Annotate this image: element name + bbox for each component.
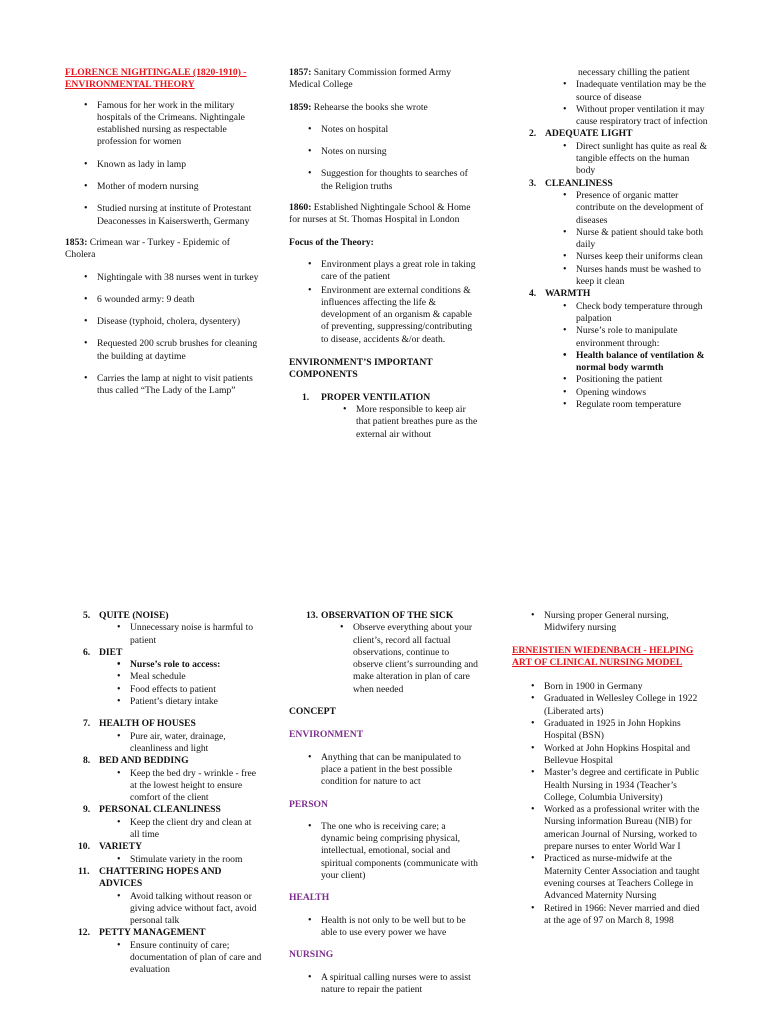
list-item: • Direct sunlight has quite as real & tangible effects on the human body xyxy=(576,141,708,178)
list-item: • Pure air, water, drainage, cleanliness and light xyxy=(130,731,262,756)
year-label: 1859: xyxy=(289,101,312,113)
list-item: • Carries the lamp at night to visit patients thus called “The Lady of the Lamp” xyxy=(97,373,261,398)
component-light xyxy=(512,128,708,140)
nursing-list xyxy=(321,972,481,997)
focus-heading: Focus of the Theory: xyxy=(289,236,374,248)
list-item: • Notes on nursing xyxy=(321,146,481,158)
paragraph-1853 xyxy=(65,237,261,262)
component-label: HEALTH OF HOUSES xyxy=(99,718,196,730)
list-item: • Suggestion for thoughts to searches of the Religion truths xyxy=(321,168,481,193)
component-warmth xyxy=(512,288,708,300)
list-item: • Known as lady in lamp xyxy=(97,159,261,171)
list-item: • Environment plays a great role in taking care of the patient xyxy=(321,259,481,284)
component-cleanliness xyxy=(512,178,708,190)
paragraph-1860 xyxy=(289,202,481,227)
wiedenbach-bio-list xyxy=(544,681,708,927)
petty-management-list xyxy=(130,940,262,977)
component-label: DIET xyxy=(99,646,123,658)
list-item: • Avoid talking without reason or giving advice without fact, avoid personal talk xyxy=(130,891,262,928)
component-diet xyxy=(66,647,262,659)
list-item: • Environment are external conditions & influences affecting the life & development of an organism & capable of preventing, suppressing/contributing to disease, accidents &/or death. xyxy=(321,285,481,346)
component-label: PERSONAL CLEANLINESS xyxy=(99,804,221,816)
column-4 xyxy=(66,610,262,977)
list-item: • Meal schedule xyxy=(130,671,262,683)
environment-list xyxy=(321,752,481,789)
column-2 xyxy=(289,67,481,441)
year-label: 1860: xyxy=(289,202,312,214)
concept-heading: CONCEPT xyxy=(289,706,336,718)
health-list xyxy=(321,915,481,940)
list-item: • Famous for her work in the military hospitals of the Crimeans. Nightingale established nursing as respectable profession for women xyxy=(97,100,261,149)
list-item: • Ensure continuity of care; documentation of plan of care and evaluation xyxy=(130,940,262,977)
list-item: • Check body temperature through palpation xyxy=(576,301,708,326)
component-houses xyxy=(66,718,262,730)
component-noise xyxy=(66,610,262,622)
list-item: • The one who is receiving care; a dynamic being comprising physical, intellectual, emotional, social and spiritual components (communicate with your client) xyxy=(321,821,481,882)
component-petty-management xyxy=(66,927,262,939)
list-item: • Born in 1900 in Germany xyxy=(544,681,708,693)
year-label: 1857: xyxy=(289,67,312,78)
list-item: • Graduated in 1925 in John Hopkins Hospital (BSN) xyxy=(544,718,708,743)
books-list xyxy=(321,124,481,193)
item-number: 11. xyxy=(78,865,90,877)
component-label: BED AND BEDDING xyxy=(99,755,189,767)
component-variety xyxy=(66,841,262,853)
list-item: • Mother of modern nursing xyxy=(97,181,261,193)
paragraph-1857 xyxy=(289,67,481,92)
list-item: • Keep the bed dry - wrinkle - free at the lowest height to ensure comfort of the client xyxy=(130,768,262,805)
list-item: • Presence of organic matter contribute on the development of diseases xyxy=(576,190,708,227)
component-label: PROPER VENTILATION xyxy=(321,391,431,403)
ventilation-list xyxy=(356,404,481,441)
list-item: • Nursing proper General nursing, Midwifery nursing xyxy=(544,610,708,635)
houses-list xyxy=(130,731,262,756)
list-item: • Stimulate variety in the room xyxy=(130,854,262,866)
component-chattering xyxy=(66,866,262,891)
list-item: • Nurse’s role to manipulate environment through: xyxy=(576,325,708,350)
wiedenbach-title: ERNEISTIEN WIEDENBACH - HELPING ART OF CLINICAL NURSING MODEL xyxy=(512,644,694,668)
environment-heading: ENVIRONMENT xyxy=(289,729,364,741)
list-item: • Positioning the patient xyxy=(576,374,708,386)
item-number: 5. xyxy=(83,610,91,621)
health-heading: HEALTH xyxy=(289,892,330,904)
item-number: 13. xyxy=(306,610,318,621)
list-item: • 6 wounded army: 9 death xyxy=(97,294,261,306)
component-label: WARMTH xyxy=(545,288,591,300)
component-label: CHATTERING HOPES AND ADVICES xyxy=(99,865,222,890)
paragraph-text: Established Nightingale School & Home for nurses at St. Thomas Hospital in London xyxy=(289,202,471,226)
list-item: • Master’s degree and certificate in Public Health Nursing in 1934 (Teacher’s College, Columbia University) xyxy=(544,767,708,804)
component-label: CLEANLINESS xyxy=(545,177,613,189)
list-item: • Food effects to patient xyxy=(130,684,262,696)
list-item: • Retired in 1966: Never married and died at the age of 97 on March 8, 1998 xyxy=(544,903,708,928)
column-3 xyxy=(512,67,708,411)
year-label: 1853: xyxy=(65,236,88,248)
item-number: 2. xyxy=(529,128,537,140)
component-label: ADEQUATE LIGHT xyxy=(545,128,633,140)
paragraph-text: Rehearse the books she wrote xyxy=(311,101,428,113)
nursing-heading: NURSING xyxy=(289,949,334,961)
cleanliness-list xyxy=(576,190,708,288)
list-item: • Health is not only to be well but to be able to use every power we have xyxy=(321,915,481,940)
paragraph-1859 xyxy=(289,102,481,114)
item-number: 3. xyxy=(529,177,537,189)
list-item: • Nurse’s role to access: xyxy=(130,659,262,671)
noise-list xyxy=(130,622,262,647)
list-item: • Keep the client dry and clean at all time xyxy=(130,817,262,842)
list-item: • Worked at John Hopkins Hospital and Bellevue Hospital xyxy=(544,743,708,768)
item-number: 8. xyxy=(83,755,91,767)
component-label: VARIETY xyxy=(99,841,143,853)
component-personal-cleanliness xyxy=(66,804,262,816)
column-1 xyxy=(65,67,261,408)
continued-text: necessary chilling the patient xyxy=(578,67,690,78)
column-6 xyxy=(512,610,708,927)
person-heading: PERSON xyxy=(289,798,328,810)
components-heading: ENVIRONMENT’S IMPORTANT COMPONENTS xyxy=(289,357,433,381)
paragraph-text: Crimean war - Turkey - Epidemic of Cholera xyxy=(65,236,230,261)
personal-cleanliness-list xyxy=(130,817,262,842)
light-list xyxy=(576,141,708,178)
component-bedding xyxy=(66,755,262,767)
list-item: • Inadequate ventilation may be the source of disease xyxy=(576,79,708,104)
list-item: • Notes on hospital xyxy=(321,124,481,136)
item-number: 1. xyxy=(302,391,310,403)
ventilation-list-cont xyxy=(576,79,708,128)
item-number: 4. xyxy=(529,288,537,300)
variety-list xyxy=(130,854,262,866)
nightingale-title: FLORENCE NIGHTINGALE (1820-1910) -ENVIRONMENTAL THEORY xyxy=(65,67,247,91)
list-item: • Patient’s dietary intake xyxy=(130,696,262,708)
component-observation xyxy=(289,610,481,622)
list-item: • Requested 200 scrub brushes for cleaning the building at daytime xyxy=(97,338,261,363)
list-item: • Regulate room temperature xyxy=(576,399,708,411)
crimean-war-list xyxy=(97,272,261,398)
list-item: • A spiritual calling nurses were to assist nature to repair the patient xyxy=(321,972,481,997)
list-item: • Unnecessary noise is harmful to patient xyxy=(130,622,262,647)
list-item: • Opening windows xyxy=(576,387,708,399)
item-number: 6. xyxy=(83,646,91,658)
list-item: • More responsible to keep air that patient breathes pure as the external air without xyxy=(356,404,481,441)
component-label: OBSERVATION OF THE SICK xyxy=(321,610,454,621)
component-ventilation xyxy=(289,392,481,404)
list-item: • Disease (typhoid, cholera, dysentery) xyxy=(97,316,261,328)
item-number: 10. xyxy=(78,841,90,853)
list-item: • Nightingale with 38 nurses went in turkey xyxy=(97,272,261,284)
component-label: PETTY MANAGEMENT xyxy=(99,927,206,939)
bedding-list xyxy=(130,768,262,805)
nursing-types-list xyxy=(544,610,708,635)
focus-list xyxy=(321,259,481,346)
list-item: • Graduated in Wellesley College in 1922 (Liberated arts) xyxy=(544,693,708,718)
person-list xyxy=(321,821,481,882)
list-item: • Practiced as nurse-midwife at the Maternity Center Association and taught evening courses at Teachers College in Advanced Maternity Nursing xyxy=(544,853,708,902)
list-item: • Nurses keep their uniforms clean xyxy=(576,251,708,263)
chattering-list xyxy=(130,891,262,928)
list-item: • Without proper ventilation it may cause respiratory tract of infection xyxy=(576,104,708,129)
list-item: • Health balance of ventilation & normal body warmth xyxy=(576,350,708,375)
component-label: QUITE (NOISE) xyxy=(99,610,169,621)
item-number: 7. xyxy=(83,718,91,730)
list-item: • Observe everything about your client’s, record all factual observations, continue to observe client’s surrounding and make alteration in plan of care when needed xyxy=(353,622,481,696)
list-item: • Studied nursing at institute of Protestant Deaconesses in Kaiserswerth, Germany xyxy=(97,203,261,228)
item-number: 9. xyxy=(83,804,91,816)
nightingale-bio-list xyxy=(97,100,261,228)
column-5 xyxy=(289,610,481,1006)
observation-list xyxy=(353,622,481,696)
list-item: • Anything that can be manipulated to place a patient in the best possible condition for nature to act xyxy=(321,752,481,789)
item-number: 12. xyxy=(78,927,90,939)
diet-list xyxy=(130,659,262,708)
paragraph-text: Sanitary Commission formed Army Medical College xyxy=(289,67,452,91)
list-item: • Worked as a professional writer with the Nursing information Bureau (NIB) for american Journal of Nursing, worked to prepare nurses to enter World War I xyxy=(544,804,708,853)
list-item: • Nurse & patient should take both daily xyxy=(576,227,708,252)
warmth-list xyxy=(576,301,708,412)
list-item: • Nurses hands must be washed to keep it clean xyxy=(576,264,708,289)
